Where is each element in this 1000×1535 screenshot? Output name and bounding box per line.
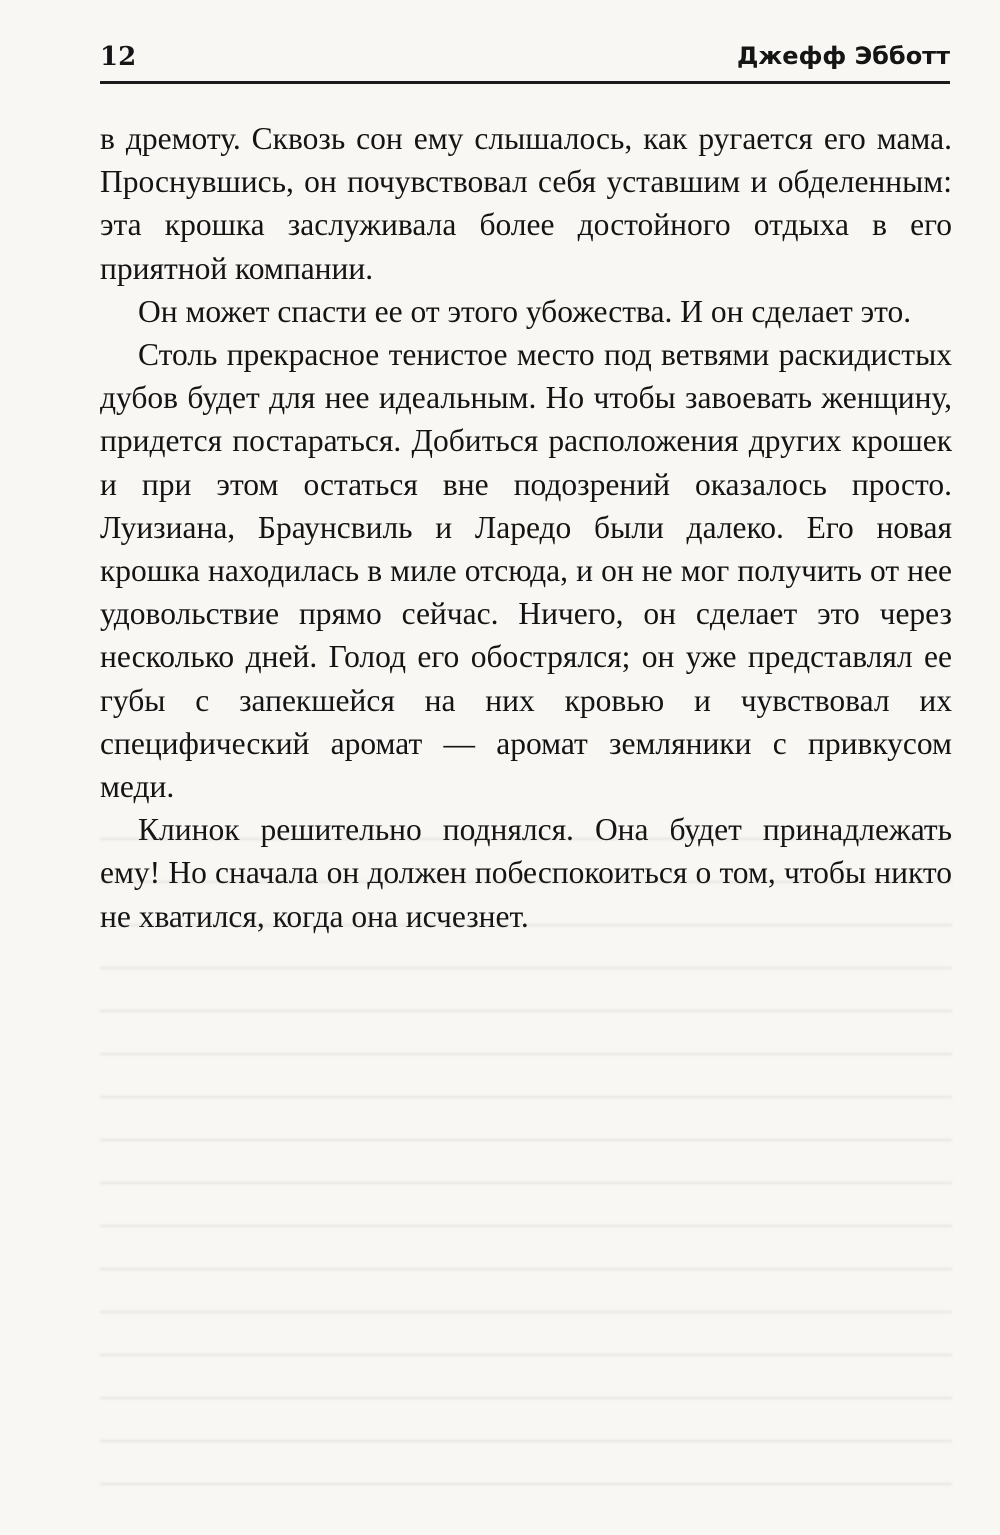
page-header [100, 40, 950, 80]
body-text [100, 117, 952, 938]
running-title: Джефф Эбботт [737, 42, 950, 70]
paragraph-2: Он может спасти ее от этого убожества. И он сделает это. [138, 293, 912, 329]
header-rule [100, 81, 950, 84]
page-number: 12 [100, 42, 137, 72]
show-through-texture [100, 820, 952, 1520]
paragraph-1: в дремоту. Сквозь сон ему слышалось, как ругается его мама. Проснувшись, он почувствовал себя уставшим и обделенным: эта крошка заслуживала более достойного отдыха в его приятной компании. [100, 121, 952, 286]
paragraph-3: Столь прекрасное тенистое место под ветвями раскидистых дубов будет для нее идеальным. Но чтобы завоевать женщину, придется постараться. Добиться расположения других крошек и при этом остаться вне подозрений оказалось просто. Луизиана, Браунсвиль и Ларедо были далеко. Его новая крошка находилась в миле отсюда, и он не мог получить от нее удовольствие прямо сейчас. Ничего, он сделает это через несколько дней. Голод его обострялся; он уже представлял ее губы с запекшейся на них кровью и чувствовал их специфический аромат — аромат земляники с привкусом меди. [100, 337, 952, 805]
paragraph-4: Клинок решительно поднялся. Она будет принадлежать ему! Но сначала он должен побеспокоиться о том, чтобы никто не хватился, когда она исчезнет. [100, 812, 952, 934]
